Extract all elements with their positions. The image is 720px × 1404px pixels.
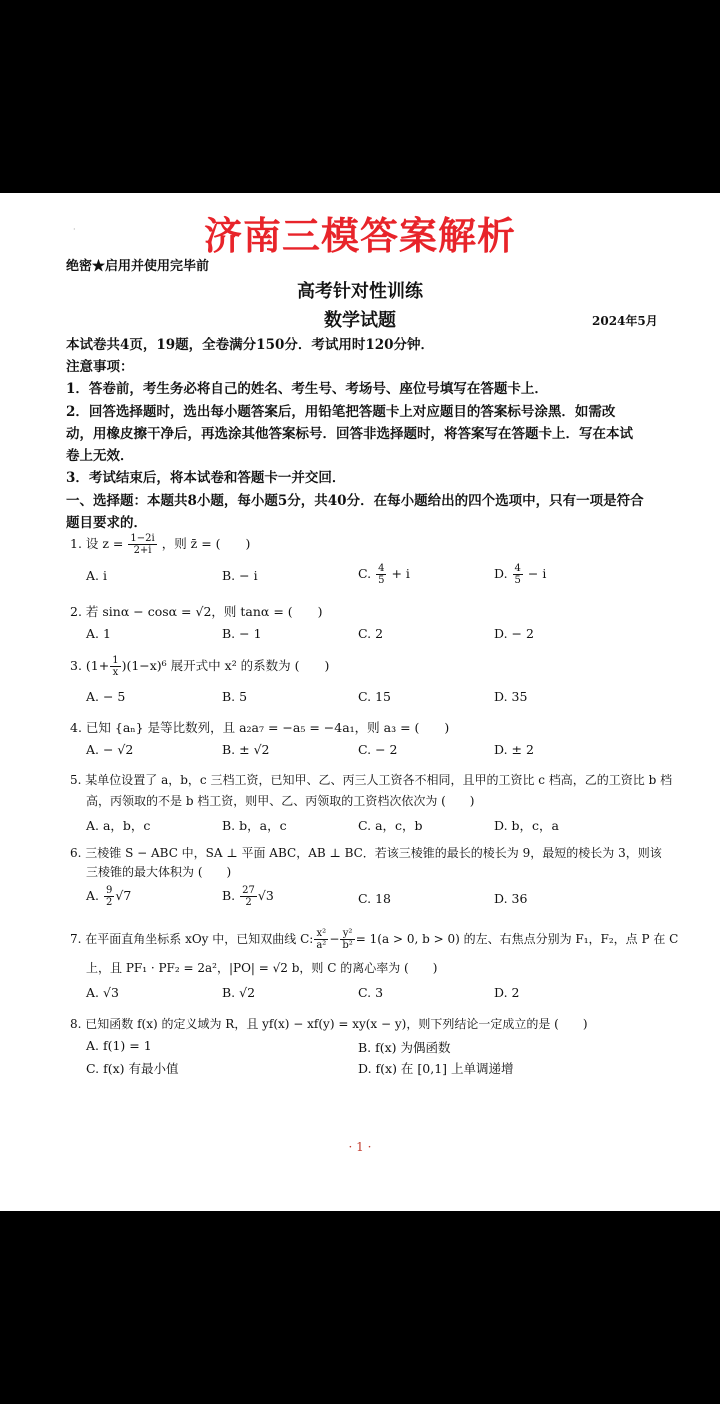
- q8-option-a: A. f(1) = 1: [86, 1038, 152, 1053]
- q6-option-b: [222, 885, 274, 908]
- q3-option-c: C. 15: [358, 689, 391, 704]
- notice-line: 1．答卷前，考生务必将自己的姓名、考生号、考场号、座位号填写在答题卡上．: [66, 381, 548, 397]
- q8-option-d: D. f(x) 在 [0,1] 上单调递增: [358, 1061, 514, 1076]
- q6-option-d: D. 36: [494, 891, 528, 906]
- q2-option-a: A. 1: [86, 626, 111, 641]
- q4-option-c: C. − 2: [358, 742, 398, 757]
- q1-option-c: [358, 563, 410, 586]
- q5-option-d: D. b，c，a: [494, 818, 559, 833]
- q3-fraction: [110, 655, 120, 678]
- q1-num: 1−2i: [130, 533, 155, 544]
- q7-minus: −: [329, 932, 340, 946]
- q7-d2: b²: [342, 940, 353, 951]
- scan-dot: ·: [73, 225, 76, 234]
- question-4: 4. 已知 {aₙ} 是等比数列，且 a₂a₇ = −a₅ = −4a₁，则 a₃ = ( ): [70, 720, 450, 735]
- question-7-line: [70, 928, 678, 951]
- q3-num: 1: [112, 655, 119, 666]
- q5-option-a: A. a，b，c: [86, 818, 151, 833]
- q3-option-b: B. 5: [222, 689, 248, 704]
- q4-option-a: A. − √2: [86, 742, 134, 757]
- q1-d-fraction: [513, 563, 523, 586]
- q1-d-label: D.: [494, 566, 508, 581]
- q5-option-b: B. b，a，c: [222, 818, 287, 833]
- q8-option-c: C. f(x) 有最小值: [86, 1061, 179, 1076]
- q7-n1: x²: [314, 928, 328, 940]
- q7-frac-2: [340, 928, 354, 951]
- q3-den: x: [112, 667, 119, 678]
- q7-frac-1: [314, 928, 328, 951]
- q6-a-suffix: √7: [115, 888, 132, 903]
- q3-prefix: 3. (1+: [70, 658, 110, 673]
- q4-option-b: B. ± √2: [222, 742, 270, 757]
- question-6-line: 6. 三棱锥 S − ABC 中，SA ⊥ 平面 ABC，AB ⊥ BC．若该三棱锥的最长的棱长为 9，最短的棱长为 3，则该: [70, 846, 662, 860]
- q4-option-d: D. ± 2: [494, 742, 534, 757]
- exam-title: 高考针对性训练: [297, 281, 423, 302]
- q1-option-d: [494, 563, 546, 586]
- q5-option-c: C. a，c，b: [358, 818, 423, 833]
- q6-a-den: 2: [106, 897, 113, 908]
- question-2: 2. 若 sinα − cosα = √2，则 tanα = ( ): [70, 604, 323, 619]
- q1-c-label: C.: [358, 566, 372, 581]
- q1-d-num: 4: [514, 563, 521, 574]
- q1-prefix: 1. 设 z =: [70, 536, 124, 551]
- q7-option-b: B. √2: [222, 985, 256, 1000]
- q6-a-num: 9: [106, 885, 113, 896]
- q3-option-d: D. 35: [494, 689, 528, 704]
- q1-c-den: 5: [378, 575, 385, 586]
- q1-c-suffix: + i: [391, 566, 410, 581]
- q6-a-fraction: [104, 885, 114, 908]
- question-6-line: 三棱锥的最大体积为 ( ): [86, 865, 232, 879]
- exam-page: [0, 193, 720, 1211]
- q2-option-c: C. 2: [358, 626, 384, 641]
- notice-line: 卷上无效．: [66, 448, 134, 464]
- q1-den: 2+i: [133, 545, 152, 556]
- q7-prefix: 7. 在平面直角坐标系 xOy 中，已知双曲线 C:: [70, 932, 314, 946]
- q6-option-c: C. 18: [358, 891, 391, 906]
- question-3: [70, 655, 329, 678]
- q3-option-a: A. − 5: [86, 689, 126, 704]
- q7-option-a: A. √3: [86, 985, 119, 1000]
- q7-n2: y²: [340, 928, 354, 940]
- q6-b-fraction: [240, 885, 257, 908]
- question-5-line: 高，丙领取的不是 b 档工资，则甲、乙、丙领取的工资档次依次为 ( ): [86, 794, 475, 808]
- exam-date: 2024年5月: [592, 314, 658, 328]
- q6-b-suffix: √3: [257, 888, 274, 903]
- q6-option-a: [86, 885, 131, 908]
- q6-a-label: A.: [86, 888, 100, 903]
- q6-b-label: B.: [222, 888, 236, 903]
- q7-option-c: C. 3: [358, 985, 384, 1000]
- question-8: 8. 已知函数 f(x) 的定义域为 R，且 yf(x) − xf(y) = xy(x − y)，则下列结论一定成立的是 ( ): [70, 1017, 588, 1031]
- q1-d-den: 5: [514, 575, 521, 586]
- q1-suffix: ，则 z̄ = ( ): [161, 536, 251, 551]
- q3-suffix: )(1−x)⁶ 展开式中 x² 的系数为 ( ): [121, 658, 330, 673]
- q2-option-d: D. − 2: [494, 626, 534, 641]
- q1-option-b: B. − i: [222, 568, 258, 583]
- q8-option-b: B. f(x) 为偶函数: [358, 1040, 451, 1055]
- exam-subtitle: 数学试题: [324, 310, 396, 331]
- notice-line: 动，用橡皮擦干净后，再选涂其他答案标号．回答非选择题时，将答案写在答题卡上．写在本试: [66, 426, 633, 442]
- notice-line: 2．回答选择题时，选出每小题答案后，用铅笔把答题卡上对应题目的答案标号涂黑．如需改: [66, 404, 616, 420]
- question-1: [70, 533, 250, 556]
- q1-option-a: A. i: [86, 568, 107, 583]
- page-number: · 1 ·: [348, 1140, 372, 1154]
- question-5-line: 5. 某单位设置了 a，b，c 三档工资，已知甲、乙、丙三人工资各不相同，且甲的工资比 c 档高，乙的工资比 b 档: [70, 773, 673, 787]
- q7-suffix: = 1(a > 0, b > 0) 的左、右焦点分别为 F₁，F₂，点 P 在 C: [355, 932, 679, 946]
- section-heading: 一、选择题：本题共8小题，每小题5分，共40分．在每小题给出的四个选项中，只有一项是符合: [66, 493, 644, 509]
- q7-option-d: D. 2: [494, 985, 520, 1000]
- q1-c-fraction: [376, 563, 386, 586]
- q1-d-suffix: − i: [527, 566, 547, 581]
- banner-title: 济南三模答案解析: [203, 214, 516, 258]
- q6-b-den: 2: [245, 897, 252, 908]
- q7-d1: a²: [316, 940, 327, 951]
- notice-title: 注意事项：: [66, 359, 134, 375]
- q1-fraction: [128, 533, 156, 556]
- section-heading: 题目要求的．: [66, 515, 147, 531]
- intro-line: 本试卷共4页，19题，全卷满分150分．考试用时120分钟．: [66, 337, 435, 353]
- q2-option-b: B. − 1: [222, 626, 262, 641]
- notice-line: 3．考试结束后，将本试卷和答题卡一并交回．: [66, 470, 346, 486]
- q6-b-num: 27: [242, 885, 255, 896]
- q1-c-num: 4: [378, 563, 385, 574]
- confidential-mark: 绝密★启用并使用完毕前: [66, 259, 210, 274]
- question-7-line: 上，且 PF₁ · PF₂ = 2a²，|PO| = √2 b，则 C 的离心率为 ( ): [86, 961, 438, 975]
